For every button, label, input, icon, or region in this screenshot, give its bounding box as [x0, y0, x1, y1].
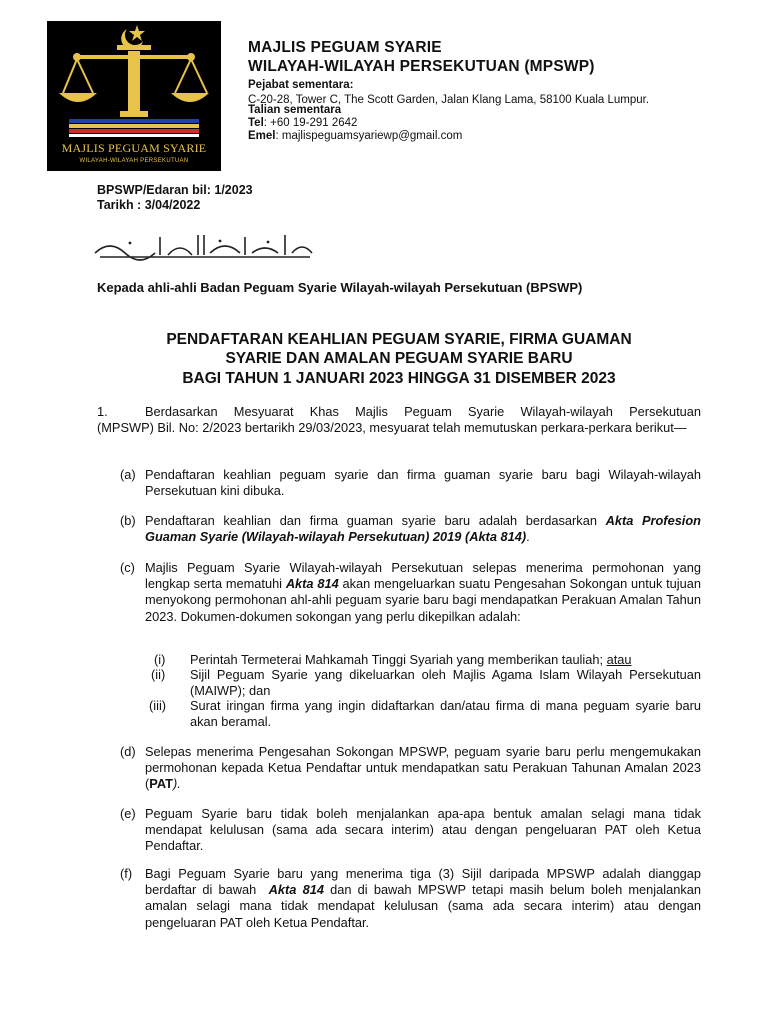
item-f-text: [145, 866, 705, 931]
email-label: Emel: [248, 130, 276, 142]
greeting-text: [90, 231, 315, 261]
item-e-label: (e): [120, 806, 136, 821]
item-c-i-label: (i): [154, 652, 166, 667]
item-c-i-body: Perintah Termeterai Mahkamah Tinggi Syariah yang memberikan tauliah;: [190, 652, 607, 667]
item-c-iii-text: Surat iringan firma yang ingin didaftarkan dan/atau firma di mana peguam syarie baru akan beramal.: [190, 698, 701, 730]
title-line3: BAGI TAHUN 1 JANUARI 2023 HINGGA 31 DISEMBER 2023: [182, 370, 616, 387]
item-c-ii-label: (ii): [151, 667, 166, 682]
title-line2: SYARIE DAN AMALAN PEGUAM SYARIE BARU: [225, 350, 573, 367]
org-name-line2: WILAYAH-WILAYAH PERSEKUTUAN (MPSWP): [248, 58, 595, 75]
item-b-label: (b): [120, 513, 136, 528]
item-d-label: (d): [120, 744, 136, 759]
item-f-label: (f): [120, 866, 133, 881]
circular-number: BPSWP/Edaran bil: 1/2023: [97, 183, 253, 197]
organization-logo: [47, 21, 221, 171]
title-line1: PENDAFTARAN KEAHLIAN PEGUAM SYARIE, FIRMA GUAMAN: [166, 331, 632, 348]
item-d-post: ).: [172, 776, 181, 792]
item-c-i-underlined: atau: [606, 652, 632, 667]
item-c-iii-label: (iii): [149, 698, 167, 713]
item-e-text: Peguam Syarie baru tidak boleh menjalankan apa-apa bentuk amalan selagi mana tidak mendapat kelulusan (sama ada secara interim) atau dengan pengeluaran PAT oleh Ketua Pendaftar.: [145, 806, 701, 854]
item-c-pre: Majlis Peguam Syarie Wilayah-wilayah Persekutuan selepas menerima permohonan yang lengkap serta mematuhi: [145, 560, 701, 592]
item-a-label: (a): [120, 467, 136, 482]
logo-subtext: WILAYAH-WILAYAH PERSEKUTUAN: [79, 158, 189, 164]
item-b-post: .: [526, 529, 530, 545]
item-c-text: [145, 560, 701, 625]
para1-line1: Berdasarkan Mesyuarat Khas Majlis Peguam Syarie Wilayah-wilayah Persekutuan: [145, 404, 701, 419]
office-label: Pejabat sementara:: [248, 79, 354, 91]
item-f-act: Akta 814: [268, 882, 324, 898]
tel-value: : +60 19-291 2642: [263, 117, 358, 129]
item-b-text: [145, 513, 701, 545]
item-a-text: Pendaftaran keahlian peguam syarie dan firma guaman syarie baru bagi Wilayah-wilayah Persekutuan kini dibuka.: [145, 467, 701, 499]
tel-line: [248, 117, 357, 129]
item-c-act: Akta 814: [285, 576, 339, 592]
document-date: Tarikh : 3/04/2022: [97, 198, 201, 212]
email-line: [248, 130, 462, 142]
office-address: C-20-28, Tower C, The Scott Garden, Jalan Klang Lama, 58100 Kuala Lumpur.: [248, 94, 650, 106]
item-d-pre: Selepas menerima Pengesahan Sokongan MPSWP, peguam syarie baru perlu mengemukakan permohonan kepada Ketua Pendaftar untuk mendapatkan satu Perakuan Tahunan Amalan 2023 (: [145, 744, 701, 792]
item-f-post: dan di bawah MPSWP tetapi masih belum boleh menjalankan amalan selagi mana tidak mendapat kelulusan (sama ada secara interim) atau dengan pengeluaran PAT oleh Ketua Pendaftar.: [145, 882, 705, 930]
email-value: : majlispeguamsyariewp@gmail.com: [275, 130, 463, 142]
item-c-post: akan mengeluarkan suatu Pengesahan Sokongan untuk tujuan menyokong permohonan ahl-ahli peguam syarie baru bagi mendapatkan Perakuan Amalan Tahun 2023. Dokumen-dokumen sokongan yang perlu dikepilkan adalah:: [145, 576, 701, 624]
item-d-text: [145, 744, 701, 793]
item-b-pre: Pendaftaran keahlian dan firma guaman syarie baru adalah berdasarkan: [145, 513, 606, 528]
tel-label: Tel: [248, 117, 264, 129]
logo-text: MAJLIS PEGUAM SYARIE: [61, 141, 207, 155]
item-b-act: Akta Profesion Guaman Syarie (Wilayah-wilayah Persekutuan) 2019 (Akta 814): [145, 513, 701, 545]
phone-label: Talian sementara: [248, 104, 342, 116]
item-c-i-text: [190, 652, 701, 668]
item-f-pre: Bagi Peguam Syarie baru yang menerima tiga (3) Sijil daripada MPSWP adalah dianggap berdaftar di bawah: [145, 866, 705, 898]
item-c-label: (c): [120, 560, 135, 575]
item-d-pat: PAT: [149, 776, 173, 792]
para1-number: 1.: [97, 404, 108, 419]
item-c-ii-text: Sijil Peguam Syarie yang dikeluarkan oleh Majlis Agama Islam Wilayah Persekutuan (MAIWP); dan: [190, 667, 701, 699]
para1-rest: (MPSWP) Bil. No: 2/2023 bertarikh 29/03/2023, mesyuarat telah memutuskan perkara-perkara berikut—: [97, 420, 687, 435]
addressee: Kepada ahli-ahli Badan Peguam Syarie Wilayah-wilayah Persekutuan (BPSWP): [97, 280, 583, 295]
org-name-line1: MAJLIS PEGUAM SYARIE: [248, 39, 442, 56]
